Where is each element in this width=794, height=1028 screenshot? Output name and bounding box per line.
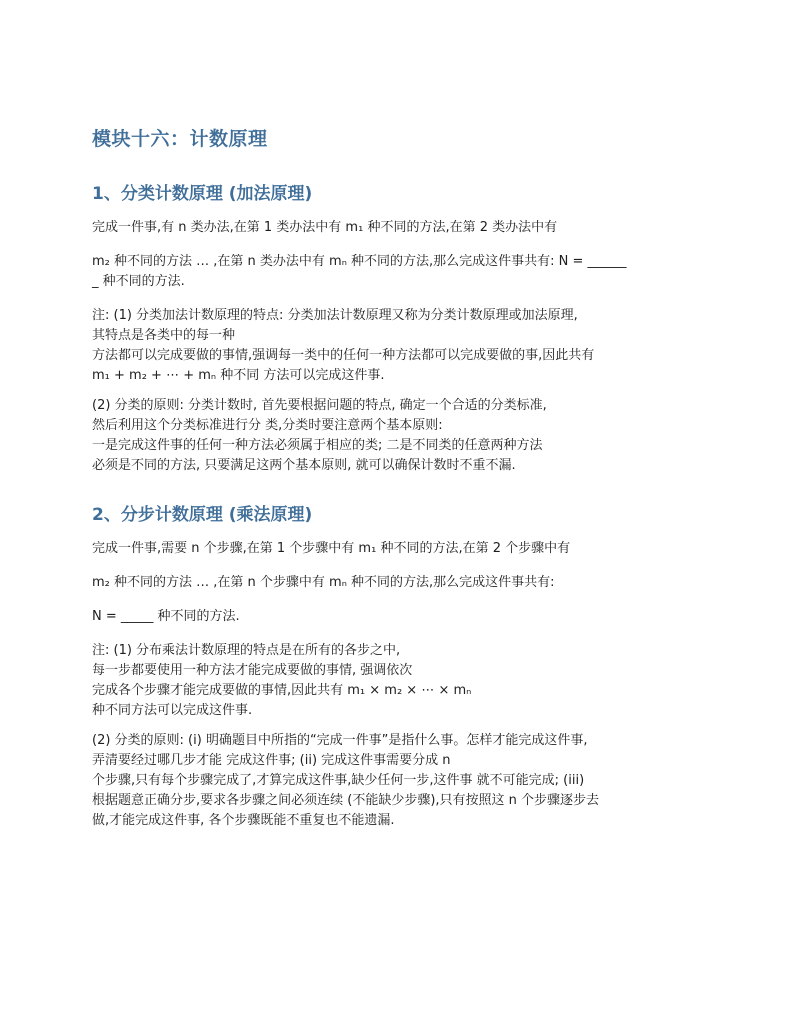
section-1-note-line: 注: (1) 分类加法计数原理的特点: 分类加法计数原理又称为分类计数原理或加法原理, [92, 308, 578, 323]
page-title: 模块十六：计数原理 [92, 128, 268, 150]
section-2-rule-line: 做,才能完成这件事, 各个步骤既能不重复也不能遗漏. [92, 813, 395, 828]
section-1-rule-line: 必须是不同的方法, 只要满足这两个基本原则, 就可以确保计数时不重不漏. [92, 458, 516, 473]
section-2-note-line: 种不同方法可以完成这件事. [92, 703, 253, 718]
section-1-rule-line: 一是完成这件事的任何一种方法必须属于相应的类; 二是不同类的任意两种方法 [92, 438, 543, 453]
section-2-heading: 2、分步计数原理 (乘法原理) [92, 505, 313, 525]
section-2-note-line: 每一步都要使用一种方法才能完成要做的事情, 强调依次 [92, 663, 413, 678]
section-1-paragraph-2-cont: _ 种不同的方法. [92, 274, 185, 289]
section-2-paragraph-3: N = _____ 种不同的方法. [92, 609, 240, 624]
section-1-paragraph-1: 完成一件事,有 n 类办法,在第 1 类办法中有 m₁ 种不同的方法,在第 2 类办法中有 [92, 220, 558, 235]
section-2-rule-line: 弄清要经过哪几步才能 完成这件事; (ii) 完成这件事需要分成 n [92, 753, 451, 768]
section-2-paragraph-1: 完成一件事,需要 n 个步骤,在第 1 个步骤中有 m₁ 种不同的方法,在第 2 个步骤中有 [92, 541, 571, 556]
section-2-rule-line: 个步骤,只有每个步骤完成了,才算完成这件事,缺少任何一步,这件事 就不可能完成; (iii) [92, 773, 585, 788]
section-2-rule-line: (2) 分类的原则: (i) 明确题目中所指的“完成一件事”是指什么事。怎样才能完成这件事, [92, 733, 588, 748]
section-2-note-line: 注: (1) 分布乘法计数原理的特点是在所有的各步之中, [92, 643, 401, 658]
section-1-note-line: 其特点是各类中的每一种 [92, 328, 236, 343]
section-2-rule [92, 731, 704, 831]
section-1-rule-line: (2) 分类的原则: 分类计数时, 首先要根据问题的特点, 确定一个合适的分类标准, [92, 398, 547, 413]
document-content [92, 124, 704, 841]
section-1-note-line: m₁ + m₂ + ⋯ + mₙ 种不同 方法可以完成这件事. [92, 368, 385, 383]
section-1-heading: 1、分类计数原理 (加法原理) [92, 184, 313, 204]
section-1-note-line: 方法都可以完成要做的事情,强调每一类中的任何一种方法都可以完成要做的事,因此共有 [92, 348, 595, 363]
section-1-paragraph-2: m₂ 种不同的方法 … ,在第 n 类办法中有 mₙ 种不同的方法,那么完成这件事共有: N = ______ [92, 254, 627, 269]
section-1-rule-line: 然后利用这个分类标准进行分 类,分类时要注意两个基本原则: [92, 418, 443, 433]
section-2-paragraph-2: m₂ 种不同的方法 … ,在第 n 个步骤中有 mₙ 种不同的方法,那么完成这件事共有: [92, 575, 555, 590]
section-2-note-line: 完成各个步骤才能完成要做的事情,因此共有 m₁ × m₂ × ⋯ × mₙ [92, 683, 472, 698]
section-1-note [92, 306, 704, 386]
section-2-note [92, 641, 704, 721]
section-2-rule-line: 根据题意正确分步,要求各步骤之间必须连续 (不能缺少步骤),只有按照这 n 个步骤逐步去 [92, 793, 600, 808]
section-1-rule [92, 396, 704, 476]
